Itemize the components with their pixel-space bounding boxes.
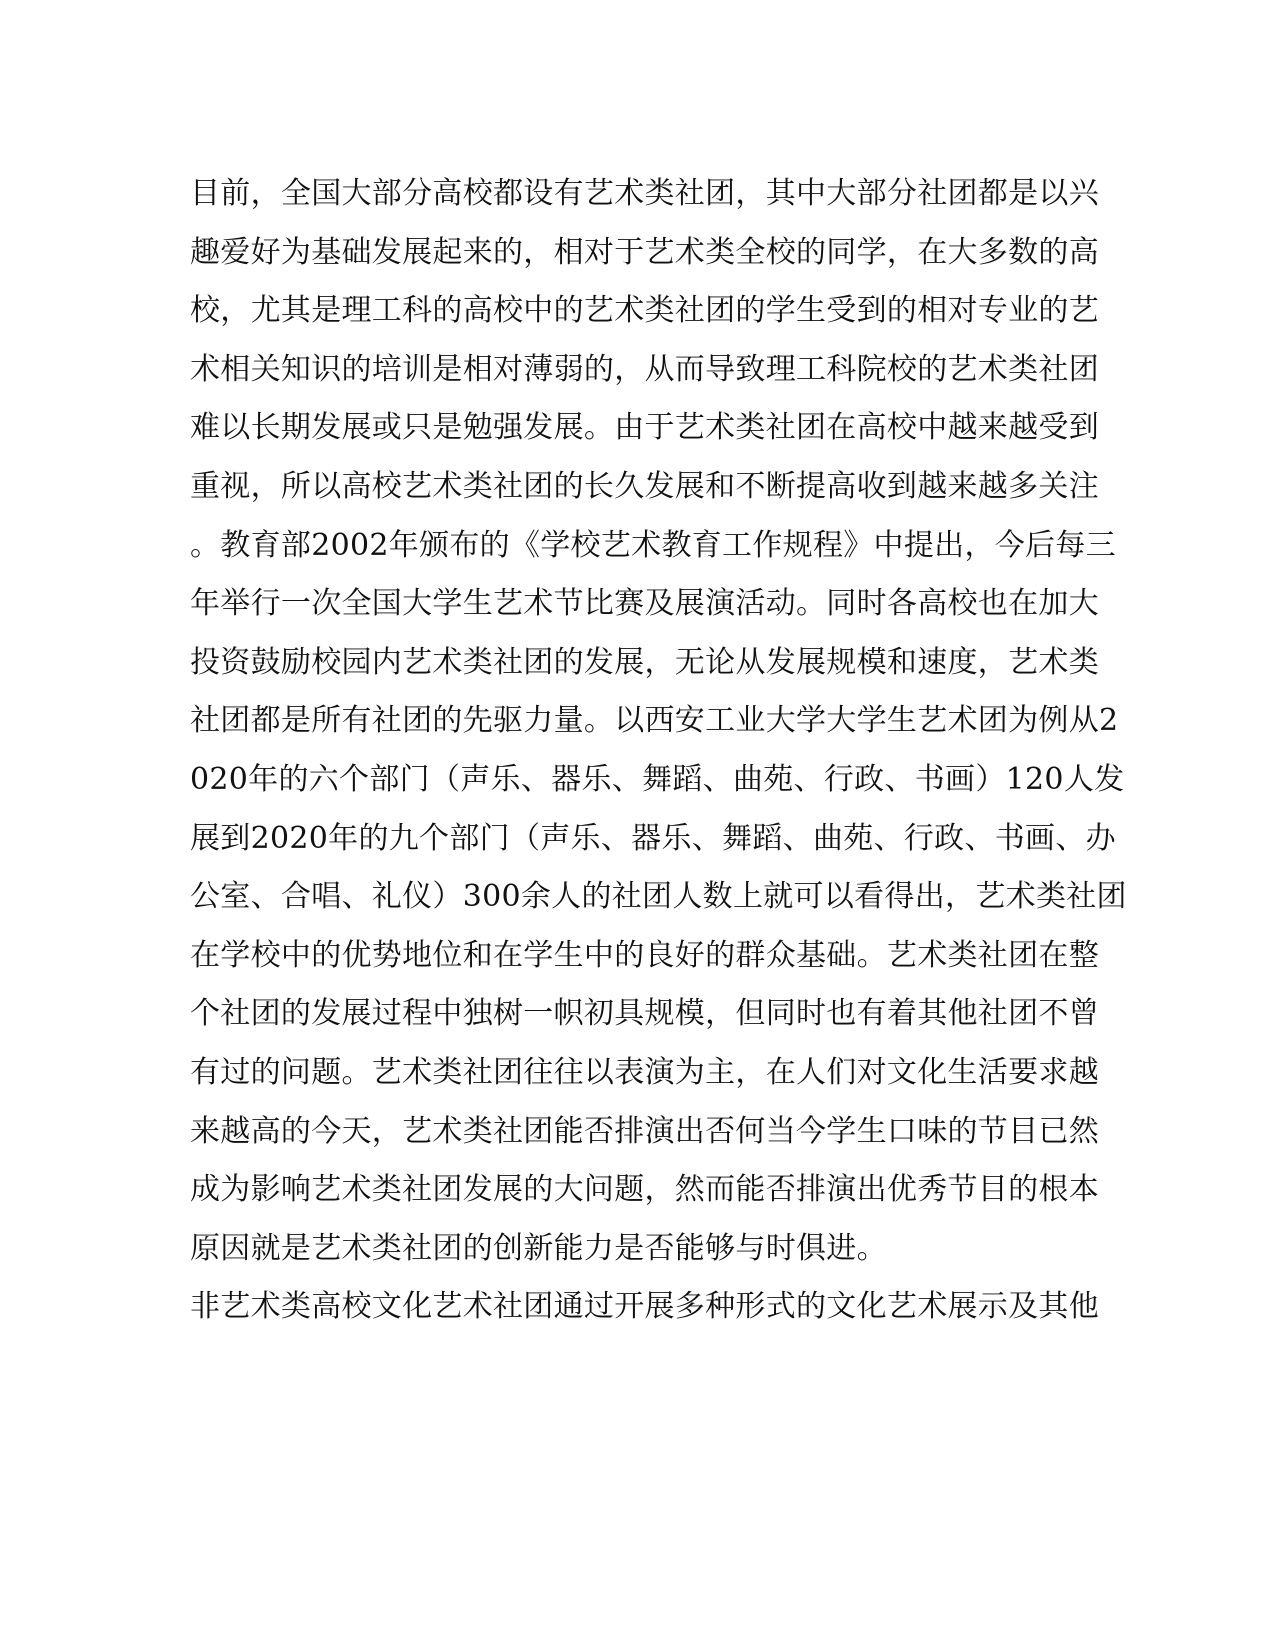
- text-line: 成为影响艺术类社团发展的大问题，然而能否排演出优秀节目的根本: [190, 1172, 1099, 1208]
- text-line: 展到2020年的九个部门（声乐、器乐、舞蹈、曲苑、行政、书画、办: [190, 820, 1116, 856]
- text-line: 有过的问题。艺术类社团往往以表演为主，在人们对文化生活要求越: [190, 1054, 1099, 1090]
- text-line: 原因就是艺术类社团的创新能力是否能够与时俱进。: [190, 1230, 887, 1266]
- text-line: 趣爱好为基础发展起来的，相对于艺术类全校的同学，在大多数的高: [190, 234, 1099, 270]
- text-line: 来越高的今天，艺术类社团能否排演出否何当今学生口味的节目已然: [190, 1113, 1099, 1149]
- text-line: 在学校中的优势地位和在学生中的良好的群众基础。艺术类社团在整: [190, 937, 1099, 973]
- text-line: 非艺术类高校文化艺术社团通过开展多种形式的文化艺术展示及其他: [190, 1289, 1099, 1325]
- text-line: 难以长期发展或只是勉强发展。由于艺术类社团在高校中越来越受到: [190, 410, 1099, 446]
- text-line: 投资鼓励校园内艺术类社团的发展，无论从发展规模和速度，艺术类: [190, 644, 1099, 680]
- text-line: 重视，所以高校艺术类社团的长久发展和不断提高收到越来越多关注: [190, 468, 1099, 504]
- text-line: 个社团的发展过程中独树一帜初具规模，但同时也有着其他社团不曾: [190, 996, 1099, 1032]
- text-line: 社团都是所有社团的先驱力量。以西安工业大学大学生艺术团为例从2: [190, 703, 1119, 739]
- text-line: 年举行一次全国大学生艺术节比赛及展演活动。同时各高校也在加大: [190, 586, 1099, 622]
- text-line: 020年的六个部门（声乐、器乐、舞蹈、曲苑、行政、书画）120人发: [190, 761, 1125, 797]
- text-line: 公室、合唱、礼仪）300余人的社团人数上就可以看得出，艺术类社团: [190, 879, 1127, 915]
- text-line: 术相关知识的培训是相对薄弱的，从而导致理工科院校的艺术类社团: [190, 351, 1099, 387]
- text-line: 。教育部2002年颁布的《学校艺术教育工作规程》中提出，今后每三: [190, 527, 1116, 563]
- text-line: 目前，全国大部分高校都设有艺术类社团，其中大部分社团都是以兴: [190, 176, 1099, 211]
- body-text: [190, 165, 1127, 1337]
- text-line: 校，尤其是理工科的高校中的艺术类社团的学生受到的相对专业的艺: [190, 293, 1099, 329]
